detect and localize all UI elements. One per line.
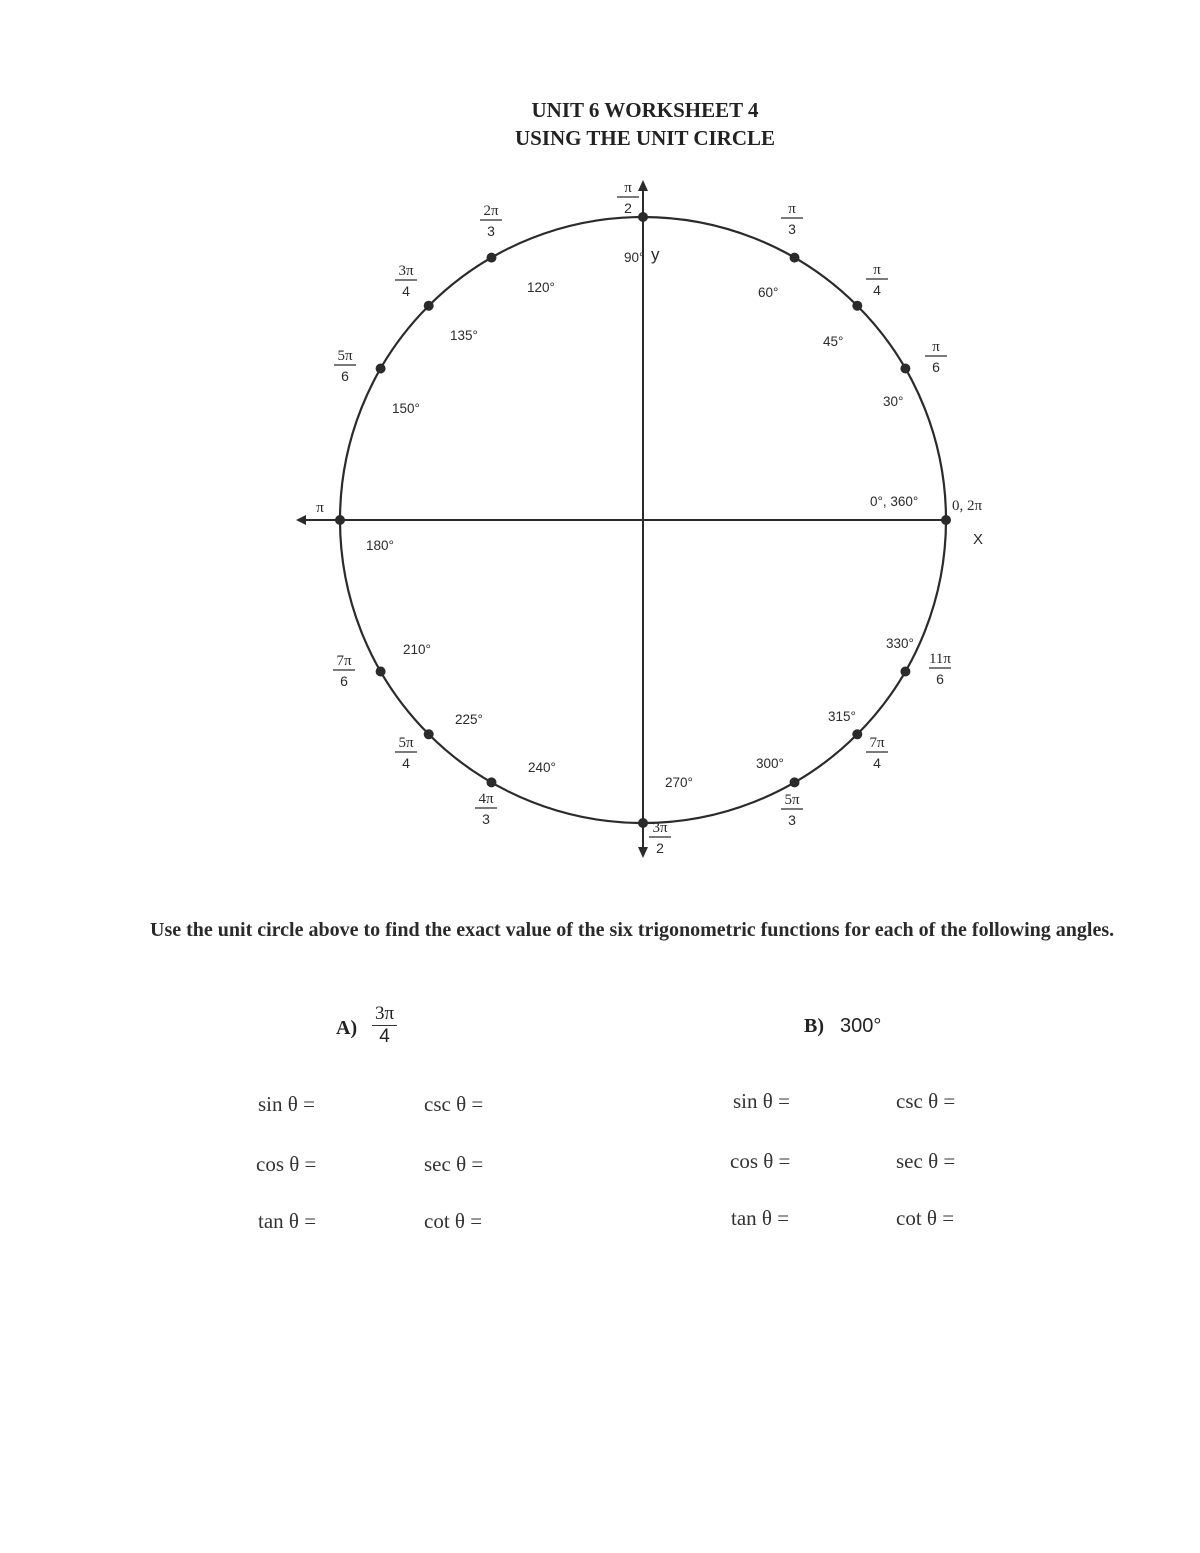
radian-numerator-315: 7π [869, 735, 885, 751]
radian-numerator-150: 5π [337, 348, 353, 364]
angle-point-240 [487, 777, 497, 787]
angle-point-330 [900, 667, 910, 677]
radian-denominator-120: 3 [487, 223, 495, 239]
radian-numerator-45: π [873, 262, 881, 278]
radian-denominator-330: 6 [936, 671, 944, 687]
worksheet-title: UNIT 6 WORKSHEET 4 [531, 98, 759, 122]
a-tan-field: tan θ = [258, 1209, 317, 1233]
radian-denominator-240: 3 [482, 811, 490, 827]
b-tan-field: tan θ = [731, 1206, 790, 1230]
degree-label-315: 315° [828, 709, 856, 724]
b-sec-field: sec θ = [896, 1149, 956, 1173]
a-csc-field: csc θ = [424, 1092, 484, 1116]
degree-label-90: 90° [624, 250, 645, 265]
radian-numerator-240: 4π [478, 791, 494, 807]
a-sec-field: sec θ = [424, 1152, 484, 1176]
degree-label-225: 225° [455, 712, 483, 727]
degree-label-180: 180° [366, 538, 394, 553]
problem-a-label: A) [336, 1017, 358, 1039]
degree-label-330: 330° [886, 636, 914, 651]
angle-point-90 [638, 212, 648, 222]
degree-label-30: 30° [883, 394, 904, 409]
x-axis-label: X [972, 531, 984, 548]
a-cos-field: cos θ = [256, 1152, 317, 1176]
radian-denominator-60: 3 [788, 221, 796, 237]
angle-point-30 [900, 364, 910, 374]
angle-point-0 [941, 515, 951, 525]
radian-denominator-210: 6 [340, 673, 348, 689]
angle-point-270 [638, 818, 648, 828]
b-sin-field: sin θ = [733, 1089, 790, 1113]
radian-numerator-30: π [932, 339, 940, 355]
degree-label-210: 210° [403, 642, 431, 657]
degree-label-0: 0°, 360° [870, 494, 919, 509]
problem-b-label: B) [804, 1015, 824, 1037]
a-cot-field: cot θ = [424, 1209, 483, 1233]
y-axis-arrow-down-icon [638, 847, 648, 858]
a-sin-field: sin θ = [258, 1092, 315, 1116]
radian-denominator-90: 2 [624, 200, 632, 216]
angle-point-225 [424, 729, 434, 739]
y-axis-label: y [651, 245, 660, 264]
b-cos-field: cos θ = [730, 1149, 791, 1173]
angle-point-150 [376, 364, 386, 374]
radian-denominator-225: 4 [402, 755, 410, 771]
radian-denominator-300: 3 [788, 812, 796, 828]
degree-label-150: 150° [392, 401, 420, 416]
angle-point-135 [424, 301, 434, 311]
degree-label-45: 45° [823, 334, 844, 349]
problem-a-angle-denominator: 4 [379, 1026, 390, 1047]
degree-label-240: 240° [528, 760, 556, 775]
angle-point-315 [852, 729, 862, 739]
radian-denominator-135: 4 [402, 283, 410, 299]
angle-point-300 [790, 777, 800, 787]
radian-numerator-330: 11π [928, 651, 952, 667]
angle-point-180 [335, 515, 345, 525]
degree-label-60: 60° [758, 285, 779, 300]
radian-numerator-225: 5π [398, 735, 414, 751]
radian-numerator-300: 5π [784, 792, 800, 808]
angle-point-60 [790, 253, 800, 263]
degree-label-270: 270° [665, 775, 693, 790]
worksheet-subtitle: USING THE UNIT CIRCLE [514, 126, 776, 150]
b-csc-field: csc θ = [896, 1089, 956, 1113]
instructions-text: Use the unit circle above to find the exact value of the six trigonometric functions for each of the following angles. [150, 919, 1115, 941]
angle-point-120 [487, 253, 497, 263]
radian-denominator-150: 6 [341, 368, 349, 384]
radian-denominator-45: 4 [873, 282, 881, 298]
radian-denominator-30: 6 [932, 359, 940, 375]
problem-b-angle: 300° [840, 1015, 882, 1037]
radian-label-180: π [316, 500, 324, 516]
degree-label-120: 120° [527, 280, 555, 295]
radian-numerator-90: π [624, 180, 632, 196]
radian-denominator-270: 2 [656, 840, 664, 856]
radian-numerator-120: 2π [483, 203, 499, 219]
radian-denominator-315: 4 [873, 755, 881, 771]
radian-label-0: 0, 2π [952, 498, 983, 514]
radian-numerator-270: 3π [652, 820, 668, 836]
problem-a-angle [372, 1003, 397, 1048]
radian-numerator-210: 7π [336, 653, 352, 669]
angle-point-45 [852, 301, 862, 311]
degree-label-135: 135° [450, 328, 478, 343]
angle-point-210 [376, 667, 386, 677]
radian-numerator-135: 3π [398, 263, 414, 279]
degree-label-300: 300° [756, 756, 784, 771]
radian-numerator-60: π [788, 201, 796, 217]
problem-a-angle-numerator: 3π [372, 1003, 397, 1026]
b-cot-field: cot θ = [896, 1206, 955, 1230]
y-axis-arrow-up-icon [638, 180, 648, 191]
x-axis-arrow-icon [296, 515, 306, 525]
